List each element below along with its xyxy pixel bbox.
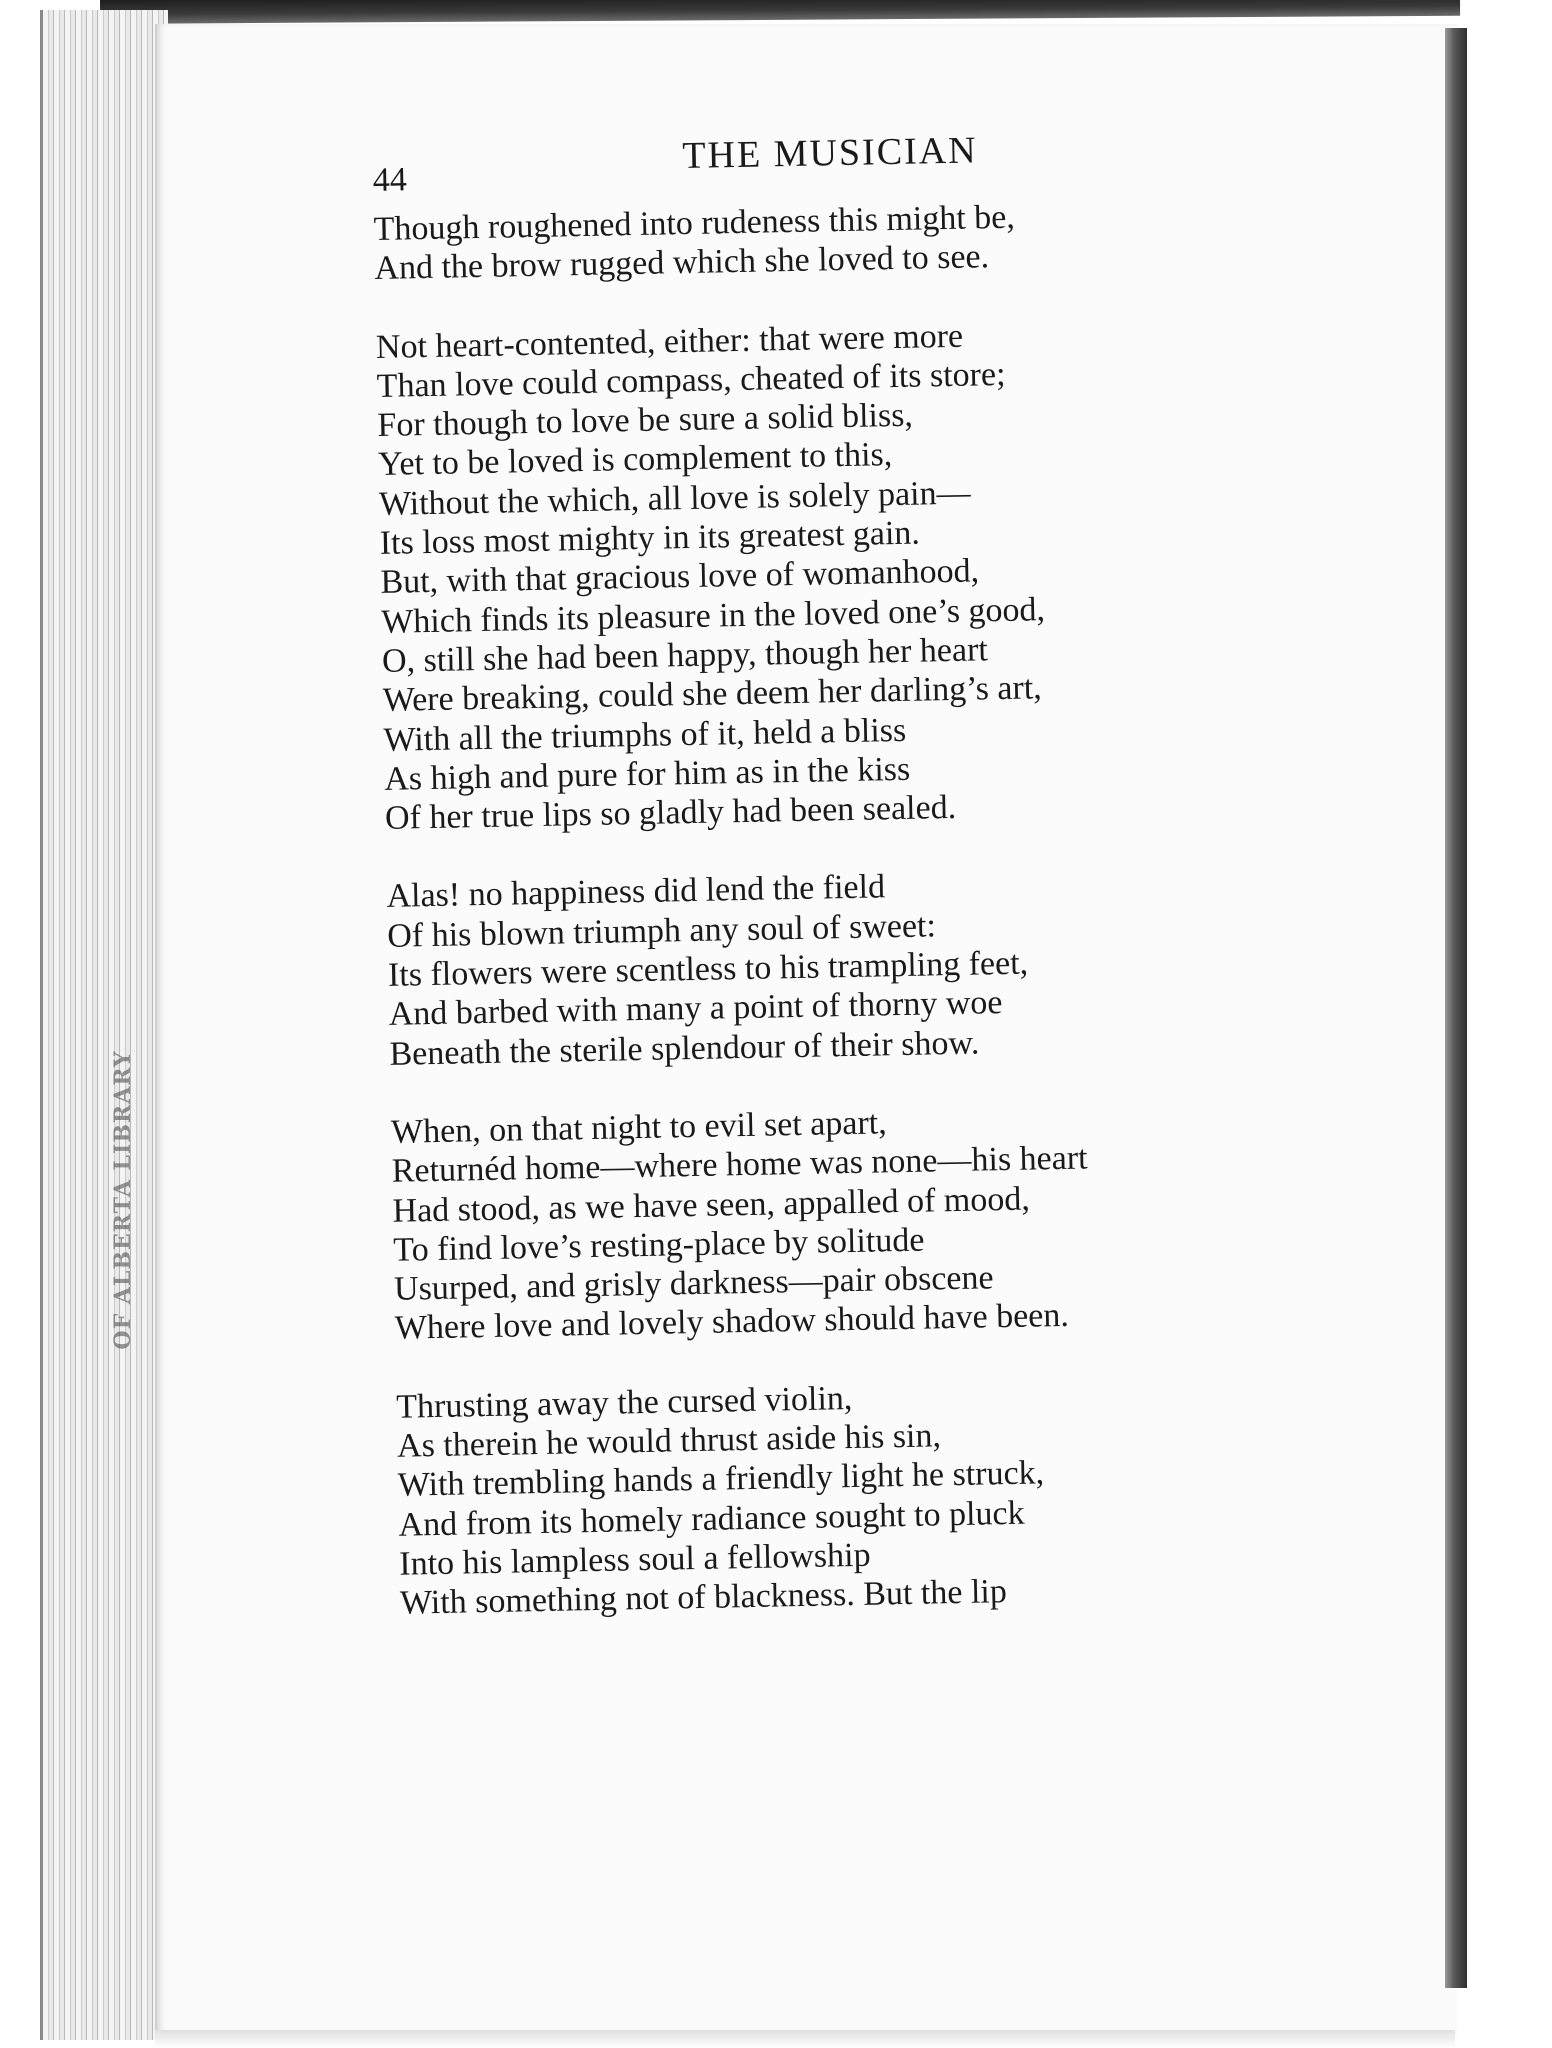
poem-line: Its loss most mighty in its greatest gain.	[379, 514, 921, 563]
poem-line: With something not of blackness. But the lip	[399, 1573, 1008, 1622]
page-text	[372, 123, 1300, 1624]
book-bottom-edge	[155, 2030, 1455, 2048]
library-stamp-text: OF ALBERTA LIBRARY	[110, 1050, 136, 1350]
poem-line: Its flowers were scentless to his trampling feet,	[387, 944, 1029, 994]
poem-line: Not heart-contented, either: that were more	[375, 317, 964, 366]
poem-line: But, with that gracious love of womanhood,	[380, 552, 980, 602]
poem-line: Where love and lovely shadow should have been.	[394, 1297, 1070, 1348]
poem-line: Which finds its pleasure in the loved one’s good,	[380, 590, 1046, 641]
poem-line: Though roughened into rudeness this might be,	[373, 198, 1016, 248]
page-number: 44	[372, 161, 408, 199]
stanza	[376, 310, 1286, 838]
page-edges	[40, 10, 168, 2040]
poem-line: Returnéd home—where home was none—his heart	[391, 1139, 1088, 1191]
scan-background	[1467, 0, 1552, 2048]
poem-line: And barbed with many a point of thorny woe	[388, 984, 1003, 1034]
stanza	[391, 1095, 1295, 1348]
poem-line: As therein he would thrust aside his sin,	[396, 1417, 942, 1465]
poem-line: Into his lampless soul a fellowship	[398, 1536, 871, 1583]
poem-line: As high and pure for him as in the kiss	[383, 750, 911, 798]
poem-line: Of her true lips so gladly had been sealed.	[384, 789, 957, 838]
stanza	[386, 860, 1290, 1074]
poem-line: O, still she had been happy, though her heart	[381, 631, 989, 680]
book-top-edge	[100, 0, 1460, 24]
poem-body	[373, 193, 1300, 1624]
book-right-edge	[1445, 28, 1467, 1988]
poem-line: Usurped, and grisly darkness—pair obscene	[393, 1259, 994, 1308]
poem-line: And from its homely radiance sought to pluck	[398, 1494, 1025, 1544]
poem-line: Without the which, all love is solely pain—	[378, 474, 971, 523]
poem-line: Than love could compass, cheated of its store;	[376, 355, 1006, 405]
poem-line: Yet to be loved is complement to this,	[377, 436, 893, 484]
poem-line: Of his blown triumph any soul of sweet:	[386, 907, 937, 955]
poem-line: Alas! no happiness did lend the field	[386, 868, 886, 916]
poem-line: To find love’s resting-place by solitude	[392, 1221, 925, 1269]
poem-line: For though to love be sure a solid bliss,	[377, 396, 914, 445]
poem-line: Were breaking, could she deem her darling’s art,	[382, 669, 1043, 720]
poem-line: Thrusting away the cursed violin,	[395, 1379, 853, 1426]
poem-line: When, on that night to evil set apart,	[390, 1104, 888, 1151]
poem-line: Had stood, as we have seen, appalled of mood,	[392, 1180, 1031, 1230]
poem-line: Beneath the sterile splendour of their show.	[389, 1024, 980, 1073]
poem-line: With all the triumphs of it, held a bliss	[383, 711, 907, 759]
poem-line: With trembling hands a friendly light he struck,	[397, 1454, 1045, 1505]
poem-line: And the brow rugged which she loved to see.	[374, 238, 990, 288]
stanza	[396, 1370, 1300, 1623]
running-head: THE MUSICIAN	[681, 129, 978, 178]
